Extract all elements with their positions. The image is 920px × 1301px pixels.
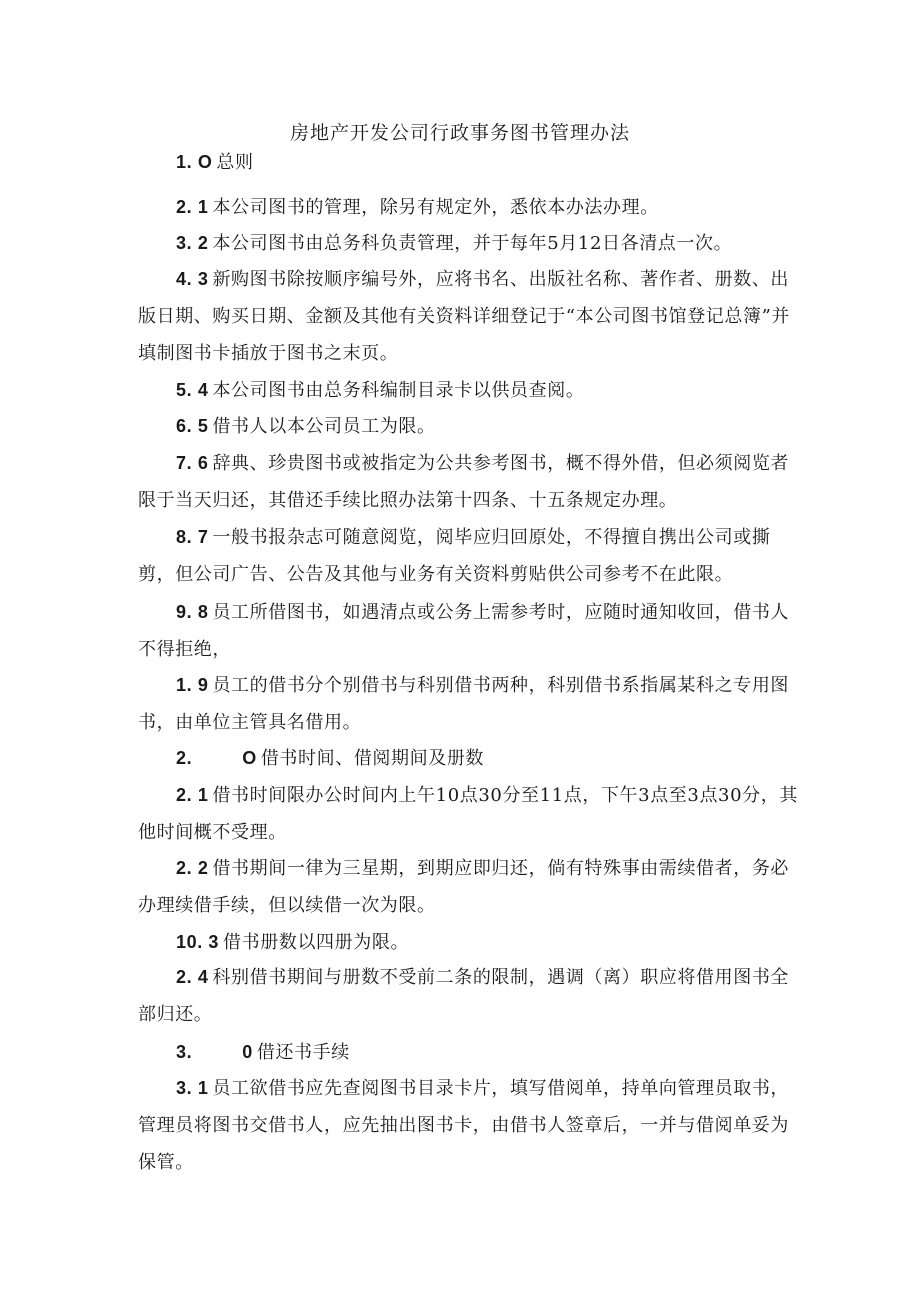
paragraph-text: 借书时间限办公时间内上午10点30分至11点，下午3点至3点30分，其他时间概不受理。: [138, 785, 798, 843]
section-number: 9. 8: [176, 602, 209, 622]
section-subnumber: 0: [242, 1042, 253, 1062]
paragraph-2: [138, 189, 798, 226]
paragraph-text: 科别借书期间与册数不受前二条的限制，遇调（离）职应将借用图书全部归还。: [138, 967, 790, 1025]
section-number: 2.: [176, 748, 193, 768]
section-heading-2: [138, 740, 798, 777]
paragraph-text: 借书册数以四册为限。: [223, 932, 410, 953]
paragraph-text: 一般书报杂志可随意阅览，阅毕应归回原处，不得擅自携出公司或撕剪，但公司广告、公告及其他与业务有关资料剪贴供公司参考不在此限。: [138, 527, 771, 585]
paragraph-1: [138, 144, 798, 181]
section-number: 7. 6: [176, 453, 209, 473]
paragraph-text: 本公司图书由总务科负责管理，并于每年5月12日各清点一次。: [212, 233, 733, 254]
paragraph-3: [138, 225, 798, 262]
paragraph-text: 借书期间一律为三星期，到期应即归还，倘有特殊事由需续借者，务必办理续借手续，但以续借一次为限。: [138, 858, 790, 916]
paragraph-10: [138, 667, 798, 741]
paragraph-text: 员工欲借书应先查阅图书目录卡片，填写借阅单，持单向管理员取书，管理员将图书交借书人，应先抽出图书卡，由借书人签章后，一并与借阅单妥为保管。: [138, 1078, 790, 1173]
paragraph-8: [138, 519, 798, 593]
section-heading-3: [138, 1034, 798, 1071]
section-number: 10. 3: [176, 932, 220, 952]
section-number: 2. 1: [176, 785, 209, 805]
paragraph-text: 员工的借书分个别借书与科别借书两种，科别借书系指属某科之专用图书，由单位主管具名借用。: [138, 675, 790, 733]
paragraph-9: [138, 594, 798, 668]
paragraph-text: 借书人以本公司员工为限。: [212, 416, 436, 437]
section-number: 1. O: [176, 152, 213, 172]
document-title: 房地产开发公司行政事务图书管理办法: [289, 122, 630, 144]
section-number: 5. 4: [176, 380, 209, 400]
section-number: 3.: [176, 1042, 193, 1062]
section-number: 1. 9: [176, 675, 209, 695]
paragraph-text: 总则: [216, 152, 254, 173]
paragraph-text: 本公司图书的管理，除另有规定外，悉依本办法办理。: [212, 197, 659, 218]
section-number: 3. 2: [176, 233, 209, 253]
paragraph-text: 本公司图书由总务科编制目录卡以供员查阅。: [212, 380, 585, 401]
section-subnumber: O: [242, 748, 257, 768]
section-number: 4. 3: [176, 269, 209, 289]
paragraph-text: 辞典、珍贵图书或被指定为公共参考图书，概不得外借，但必须阅览者限于当天归还，其借还手续比照办法第十四条、十五条规定办理。: [138, 453, 790, 511]
section-number: 2. 2: [176, 858, 209, 878]
section-number: 6. 5: [176, 416, 209, 436]
section-number: 3. 1: [176, 1078, 209, 1098]
paragraph-6: [138, 408, 798, 445]
paragraph-text: 借还书手续: [256, 1042, 350, 1063]
paragraph-12: [138, 777, 798, 851]
paragraph-text: 借书时间、借阅期间及册数: [260, 748, 485, 769]
section-number: 2. 1: [176, 197, 209, 217]
paragraph-7: [138, 445, 798, 519]
section-number: 8. 7: [176, 527, 209, 547]
paragraph-15: [138, 959, 798, 1033]
section-number: 2. 4: [176, 967, 209, 987]
paragraph-13: [138, 850, 798, 924]
paragraph-17: [138, 1070, 798, 1181]
paragraph-text: 新购图书除按顺序编号外，应将书名、出版社名称、著作者、册数、出版日期、购买日期、金额及其他有关资料详细登记于“本公司图书馆登记总簿”并填制图书卡插放于图书之末页。: [138, 269, 791, 364]
paragraph-14: [138, 924, 798, 961]
paragraph-4: [138, 261, 798, 372]
paragraph-text: 员工所借图书，如遇清点或公务上需参考时，应随时通知收回，借书人不得拒绝，: [138, 602, 790, 660]
paragraph-5: [138, 372, 798, 409]
